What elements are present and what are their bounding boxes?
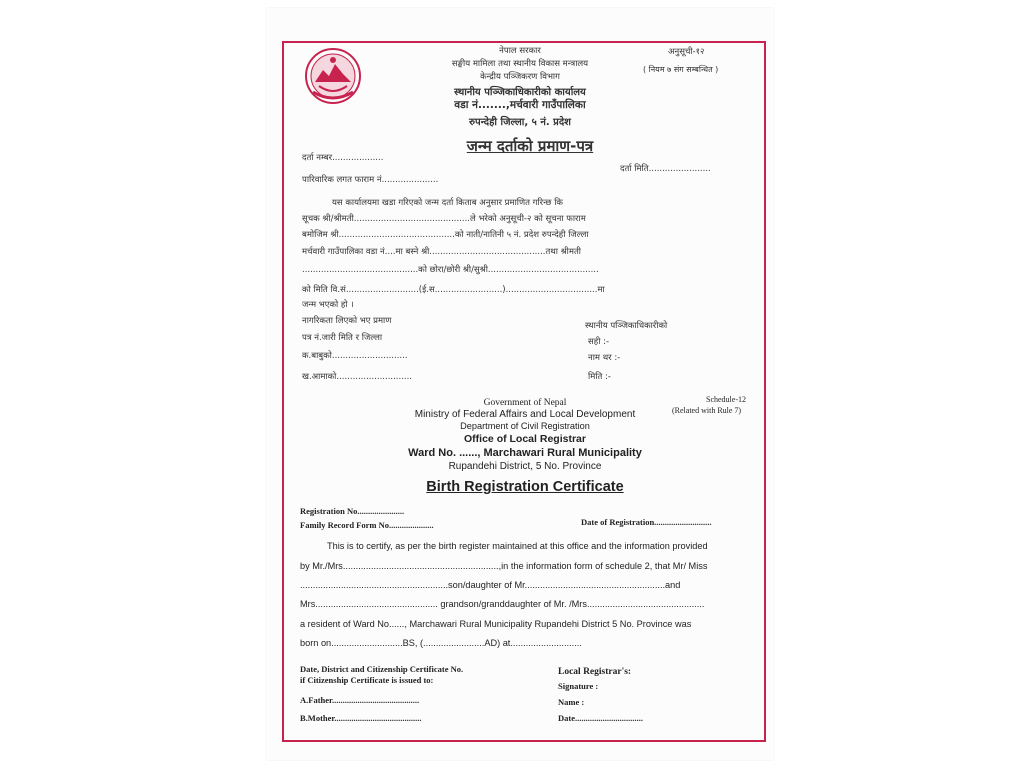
np-header-line2: सङ्घीय मामिला तथा स्थानीय विकास मन्त्रालय: [451, 59, 589, 69]
en-header-line3: Department of Civil Registration: [460, 421, 590, 431]
np-body-line: यस कार्यालयमा खडा गरिएको जन्म दर्ता किताब अनुसार प्रमाणित गरिन्छ कि: [332, 198, 563, 208]
en-family-form: Family Record Form No.....................: [300, 520, 434, 530]
np-body-line: बमोजिम श्री...........................................को नाती/नातिनी ५ नं. प्रदेश रुपन्देही जिल्ला: [302, 230, 589, 240]
np-header-line5: वडा नं.......,मर्चवारी गाउँपालिका: [454, 99, 586, 111]
en-citizenship-line2: if Citizenship Certificate is issued to:: [300, 675, 434, 685]
en-body-line: Mrs................................................ grandson/granddaughter of Mr. /Mrs..............................................: [300, 599, 705, 609]
en-rule: (Related with Rule 7): [672, 406, 742, 415]
np-body-line: ...........................................को छोरा/छोरी श्री/सुश्री.........................................: [302, 265, 599, 275]
np-schedule: अनुसूची-१२: [668, 47, 705, 57]
en-reg-date: Date of Registration...........................: [581, 517, 712, 527]
np-body-line: को मिति वि.सं...........................(ई.स.........................)..................................मा: [302, 285, 605, 295]
en-body-line: by Mr./Mrs.............................................................,in the information form of schedule 2, that Mr/ Miss: [300, 561, 708, 571]
en-body-line: born on............................BS, (........................AD) at............................: [300, 638, 582, 648]
en-header-line4: Office of Local Registrar: [464, 433, 586, 445]
en-body-line: a resident of Ward No......, Marchawari Rural Municipality Rupandehi District 5 No. Province was: [300, 619, 692, 629]
np-father: क.बाबुको............................: [302, 351, 408, 361]
np-citizenship-line1: नागरिकता लिएको भए प्रमाण: [302, 316, 392, 326]
en-header-line2: Ministry of Federal Affairs and Local Development: [414, 409, 636, 420]
np-body-line: जन्म भएको हो ।: [302, 300, 354, 310]
np-header-line3: केन्द्रीय पञ्जिकरण विभाग: [480, 72, 560, 82]
en-mother: B.Mother.........................................: [300, 713, 422, 723]
np-registrar: स्थानीय पञ्जिकाधिकारीको: [585, 321, 668, 331]
en-registrar: Local Registrar's:: [558, 667, 632, 677]
en-citizenship-line1: Date, District and Citizenship Certificate No.: [300, 664, 464, 674]
np-body-line: सूचक श्री/श्रीमती...........................................ले भरेको अनुसूची-२ को सूचना फाराम: [302, 214, 586, 224]
np-rule: ( नियम ७ संग सम्बन्धित ): [643, 65, 719, 74]
np-date: मिति :-: [588, 372, 611, 382]
en-header-line1: Government of Nepal: [483, 398, 567, 408]
en-header-line5: Ward No. ......, Marchawari Rural Municipality: [408, 447, 642, 459]
en-schedule: Schedule-12: [706, 395, 746, 404]
np-name: नाम थर :-: [588, 353, 621, 363]
np-family-form: पारिवारिक लगत फाराम नं.....................: [302, 175, 439, 185]
en-date: Date................................: [558, 713, 643, 723]
en-signature: Signature :: [558, 681, 599, 691]
en-father: A.Father.........................................: [300, 695, 420, 705]
en-name: Name :: [558, 697, 585, 707]
np-body-line: मर्चवारी गाउँपालिका वडा नं....मा बस्ने श्री...........................................तथा श्रीमती: [302, 247, 581, 257]
np-header-line1: नेपाल सरकार: [499, 46, 541, 56]
np-reg-date: दर्ता मिति.......................: [620, 164, 711, 174]
en-title: Birth Registration Certificate: [426, 479, 624, 495]
en-header-line6: Rupandehi District, 5 No. Province: [448, 461, 602, 472]
en-body-line: ..........................................................son/daughter of Mr.......................................................and: [300, 580, 681, 590]
np-header-line6: रुपन्देही जिल्ला, ५ नं. प्रदेश: [469, 117, 571, 128]
np-reg-no: दर्ता नम्बर...................: [302, 153, 384, 163]
np-header-line4: स्थानीय पञ्जिकाधिकारीको कार्यालय: [454, 87, 586, 98]
en-body-line: This is to certify, as per the birth register maintained at this office and the information provided: [327, 541, 708, 551]
np-citizenship-line2: पत्र नं.जारी मिति र जिल्ला: [302, 333, 383, 343]
en-reg-no: Registration No......................: [300, 506, 405, 516]
np-title: जन्म दर्ताको प्रमाण-पत्र: [466, 137, 594, 155]
np-mother: ख.आमाको............................: [302, 372, 413, 382]
np-signature: सही :-: [588, 337, 610, 347]
nepal-emblem-icon: [303, 46, 363, 106]
